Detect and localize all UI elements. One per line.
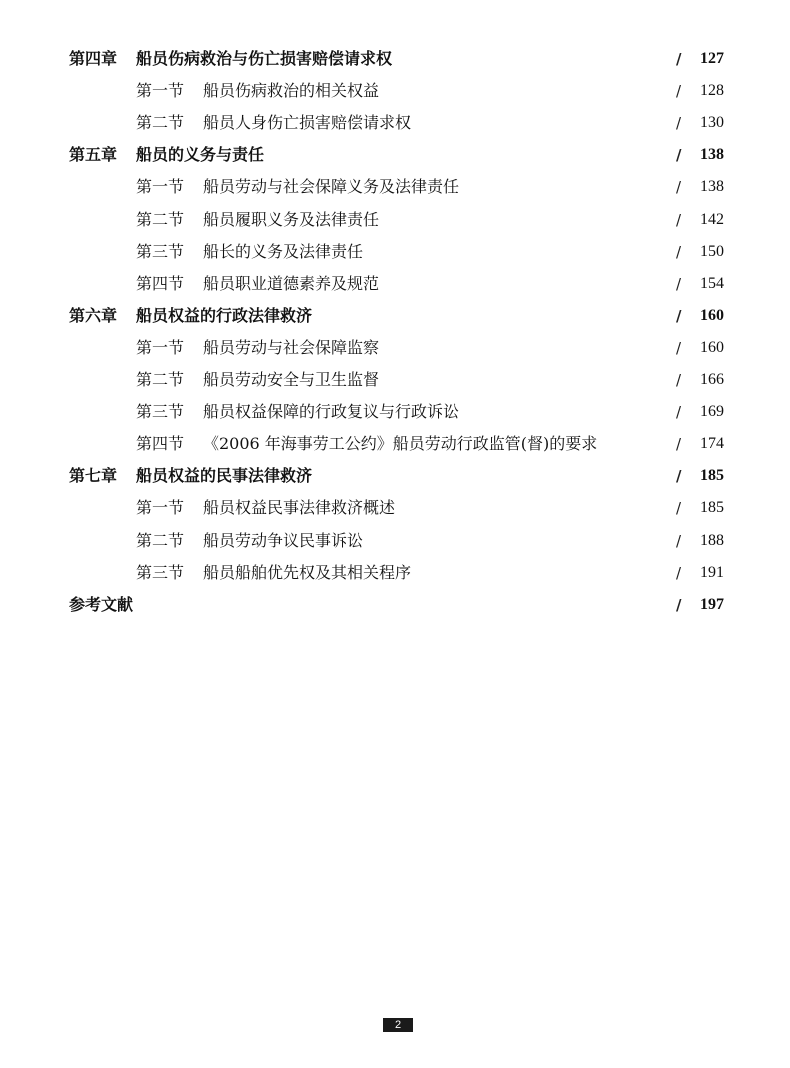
toc-section-row <box>0 332 790 364</box>
page-separator: / <box>676 499 682 517</box>
page-reference: 154 <box>700 275 724 292</box>
page-reference: 185 <box>700 499 724 516</box>
section-title: 船员职业道德素养及规范 <box>203 274 380 293</box>
chapter-title: 船员权益的民事法律救济 <box>136 466 313 485</box>
toc-section-row <box>0 75 790 107</box>
toc-section-row <box>0 236 790 268</box>
page-separator: / <box>676 50 682 68</box>
section-number: 第四节 <box>136 434 185 453</box>
page-separator: / <box>676 532 682 550</box>
page-separator: / <box>676 211 682 229</box>
toc-chapter-row <box>0 139 790 171</box>
page-separator: / <box>676 339 682 357</box>
page-separator: / <box>676 307 682 325</box>
toc-section-row <box>0 107 790 139</box>
toc-section-row <box>0 204 790 236</box>
page-separator: / <box>676 146 682 164</box>
section-title: 船员劳动争议民事诉讼 <box>203 531 364 550</box>
section-number: 第二节 <box>136 210 185 229</box>
section-title: 船员劳动与社会保障监察 <box>203 338 380 357</box>
page-separator: / <box>676 243 682 261</box>
chapter-title: 船员的义务与责任 <box>136 145 265 164</box>
section-number: 第二节 <box>136 370 185 389</box>
chapter-number: 第五章 <box>69 145 118 164</box>
page-reference: 197 <box>700 596 724 613</box>
section-number: 第三节 <box>136 402 185 421</box>
page-reference: 191 <box>700 564 724 581</box>
section-title: 船员权益民事法律救济概述 <box>203 498 396 517</box>
page-reference: 150 <box>700 243 724 260</box>
page-separator: / <box>676 82 682 100</box>
chapter-title: 参考文献 <box>69 595 134 614</box>
chapter-number: 第六章 <box>69 306 118 325</box>
section-title: 船员履职义务及法律责任 <box>203 210 380 229</box>
page-separator: / <box>676 403 682 421</box>
page-separator: / <box>676 178 682 196</box>
toc-section-row <box>0 268 790 300</box>
toc-section-row <box>0 492 790 524</box>
page-reference: 160 <box>700 307 724 324</box>
chapter-number: 第七章 <box>69 466 118 485</box>
toc-section-row <box>0 171 790 203</box>
toc-chapter-row <box>0 43 790 75</box>
section-number: 第三节 <box>136 563 185 582</box>
page-separator: / <box>676 275 682 293</box>
chapter-title: 船员伤病救治与伤亡损害赔偿请求权 <box>136 49 393 68</box>
page-separator: / <box>676 114 682 132</box>
section-title: 船员权益保障的行政复议与行政诉讼 <box>203 402 460 421</box>
page-separator: / <box>676 596 682 614</box>
toc-chapter-row <box>0 300 790 332</box>
page-separator: / <box>676 371 682 389</box>
page-reference: 142 <box>700 211 724 228</box>
section-title: 船员劳动与社会保障义务及法律责任 <box>203 177 460 196</box>
page-number-badge: 2 <box>383 1018 413 1032</box>
section-number: 第二节 <box>136 531 185 550</box>
toc-section-row <box>0 396 790 428</box>
toc-chapter-row <box>0 589 790 621</box>
page-reference: 169 <box>700 403 724 420</box>
toc-section-row <box>0 525 790 557</box>
page-reference: 188 <box>700 532 724 549</box>
page-reference: 128 <box>700 82 724 99</box>
section-title: 船员人身伤亡损害赔偿请求权 <box>203 113 412 132</box>
section-number: 第一节 <box>136 338 185 357</box>
page-reference: 166 <box>700 371 724 388</box>
section-number: 第二节 <box>136 113 185 132</box>
page-reference: 174 <box>700 435 724 452</box>
toc-section-row <box>0 557 790 589</box>
toc-section-row <box>0 428 790 460</box>
page-reference: 185 <box>700 467 724 484</box>
section-number: 第三节 <box>136 242 185 261</box>
page-reference: 160 <box>700 339 724 356</box>
section-number: 第四节 <box>136 274 185 293</box>
toc-chapter-row <box>0 460 790 492</box>
section-number: 第一节 <box>136 498 185 517</box>
section-title: 船员船舶优先权及其相关程序 <box>203 563 412 582</box>
section-title: 船长的义务及法律责任 <box>203 242 364 261</box>
section-number: 第一节 <box>136 81 185 100</box>
page-reference: 138 <box>700 178 724 195</box>
section-title: 《2006 年海事劳工公约》船员劳动行政监管(督)的要求 <box>203 434 598 453</box>
page-reference: 138 <box>700 146 724 163</box>
section-number: 第一节 <box>136 177 185 196</box>
toc-section-row <box>0 364 790 396</box>
chapter-title: 船员权益的行政法律救济 <box>136 306 313 325</box>
page-separator: / <box>676 467 682 485</box>
chapter-number: 第四章 <box>69 49 118 68</box>
page-separator: / <box>676 435 682 453</box>
section-title: 船员劳动安全与卫生监督 <box>203 370 380 389</box>
page-reference: 130 <box>700 114 724 131</box>
page-separator: / <box>676 564 682 582</box>
page-reference: 127 <box>700 50 724 67</box>
section-title: 船员伤病救治的相关权益 <box>203 81 380 100</box>
